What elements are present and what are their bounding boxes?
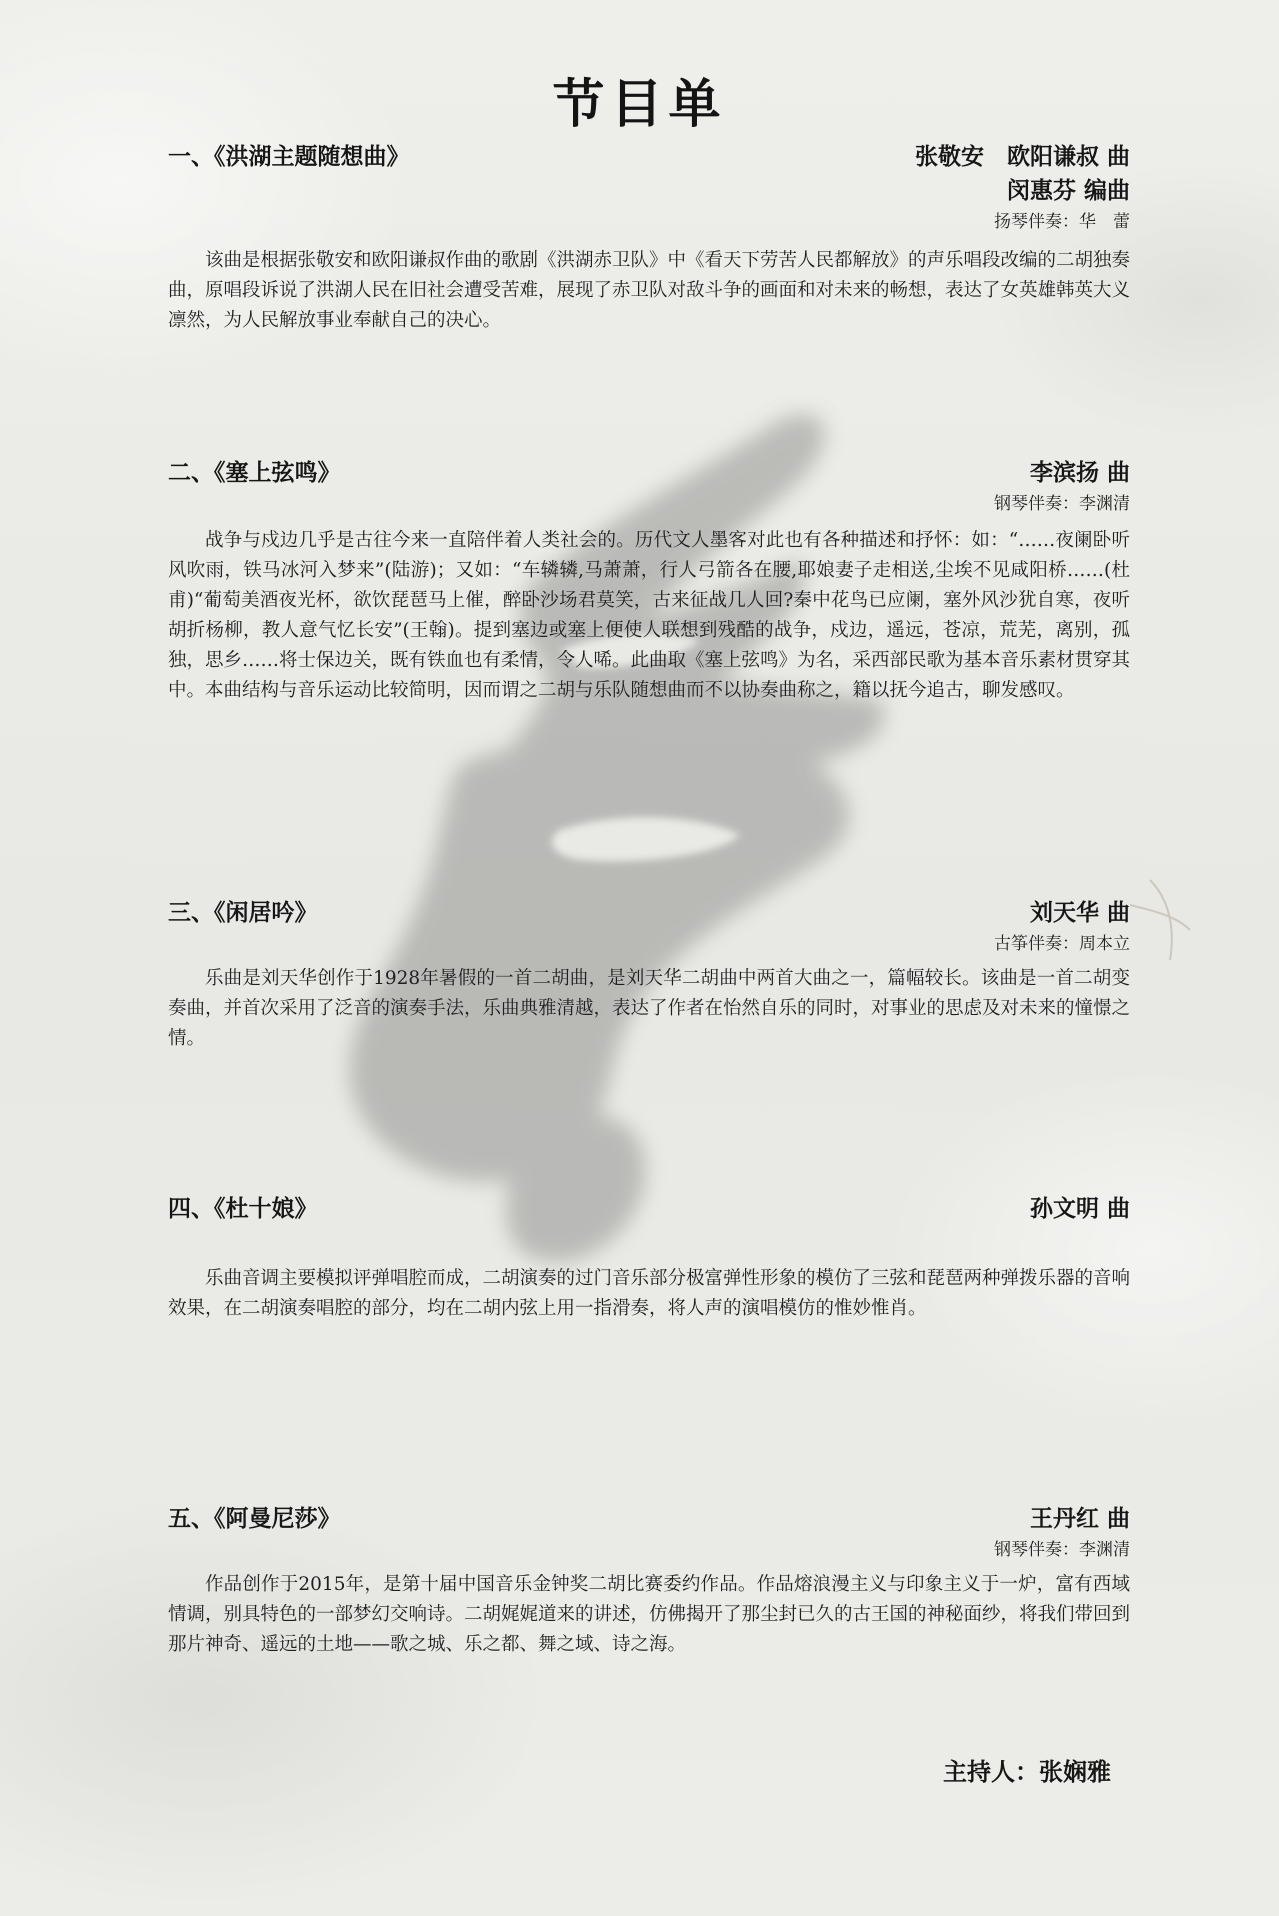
program-description: 乐曲音调主要模拟评弹唱腔而成，二胡演奏的过门音乐部分极富弹性形象的模仿了三弦和琵琶两种弹拨乐器的音响效果，在二胡演奏唱腔的部分，均在二胡内弦上用一指滑奏，将人声的演唱模仿的惟妙惟肖。	[168, 1268, 1131, 1319]
program-composer: 张敬安 欧阳谦叔 曲	[914, 143, 1130, 170]
program-composer: 李滨扬 曲	[1029, 459, 1130, 486]
program-section-5	[168, 1502, 1131, 1655]
program-heading: 一、《洪湖主题随想曲》	[168, 143, 410, 170]
program-heading: 三、《闲居吟》	[168, 899, 318, 926]
program-composer: 王丹红 曲	[1029, 1505, 1130, 1532]
program-section-3	[168, 896, 1131, 1049]
program-description: 作品创作于2015年，是第十届中国音乐金钟奖二胡比赛委约作品。作品熔浪漫主义与印象主义于一炉，富有西域情调，别具特色的一部梦幻交响诗。二胡娓娓道来的讲述，仿佛揭开了那尘封已久的古王国的神秘面纱，将我们带回到那片神奇、遥远的土地——歌之城、乐之都、舞之域、诗之海。	[168, 1574, 1131, 1655]
host-name: 主持人：张娴雅	[943, 1757, 1111, 1786]
program-arranger: 闵惠芬 编曲	[1006, 177, 1130, 204]
program-description: 战争与戍边几乎是古往今来一直陪伴着人类社会的。历代文人墨客对此也有各种描述和抒怀：如：“……夜阑卧听风吹雨，铁马冰河入梦来”(陆游)；又如：“车辚辚,马萧萧，行人弓箭各在腰,耶娘妻子走相送,尘埃不见咸阳桥……(杜甫)“葡萄美酒夜光杯，欲饮琵琶马上催，醉卧沙场君莫笑，古来征战几人回?秦中花鸟已应阑，塞外风沙犹自寒，夜听胡折杨柳，教人意气忆长安”(王翰)。提到塞边或塞上便使人联想到残酷的战争，戍边，遥远，苍凉，荒芜，离别，孤独，思乡……将士保边关，既有铁血也有柔情，令人唏。此曲取《塞上弦鸣》为名，采西部民歌为基本音乐素材贯穿其中。本曲结构与音乐运动比较简明，因而谓之二胡与乐队随想曲而不以协奏曲称之，籍以抚今追古，聊发感叹。	[168, 530, 1131, 701]
program-accompaniment: 古筝伴奏：周本立	[994, 934, 1130, 954]
program-accompaniment: 钢琴伴奏：李渊清	[994, 1540, 1130, 1560]
program-heading: 五、《阿曼尼莎》	[168, 1505, 341, 1532]
program-description: 该曲是根据张敬安和欧阳谦叔作曲的歌剧《洪湖赤卫队》中《看天下劳苦人民都解放》的声乐唱段改编的二胡独奏曲，原唱段诉说了洪湖人民在旧社会遭受苦难，展现了赤卫队对敌斗争的画面和对未来的畅想，表达了女英雄韩英大义凛然，为人民解放事业奉献自己的决心。	[168, 250, 1131, 331]
program-heading: 二、《塞上弦鸣》	[168, 459, 341, 486]
page-title: 节目单	[552, 74, 727, 135]
program-section-4	[168, 1192, 1131, 1319]
program-description: 乐曲是刘天华创作于1928年暑假的一首二胡曲，是刘天华二胡曲中两首大曲之一，篇幅较长。该曲是一首二胡变奏曲，并首次采用了泛音的演奏手法，乐曲典雅清越，表达了作者在怡然自乐的同时，对事业的思虑及对未来的憧憬之情。	[168, 968, 1131, 1049]
program-composer: 孙文明 曲	[1029, 1195, 1130, 1222]
program-accompaniment: 钢琴伴奏：李渊清	[994, 494, 1130, 514]
program-composer: 刘天华 曲	[1029, 899, 1130, 926]
program-accompaniment: 扬琴伴奏：华 蕾	[994, 212, 1130, 232]
program-section-1	[168, 140, 1131, 331]
program-section-2	[168, 456, 1131, 701]
program-heading: 四、《杜十娘》	[168, 1195, 318, 1222]
